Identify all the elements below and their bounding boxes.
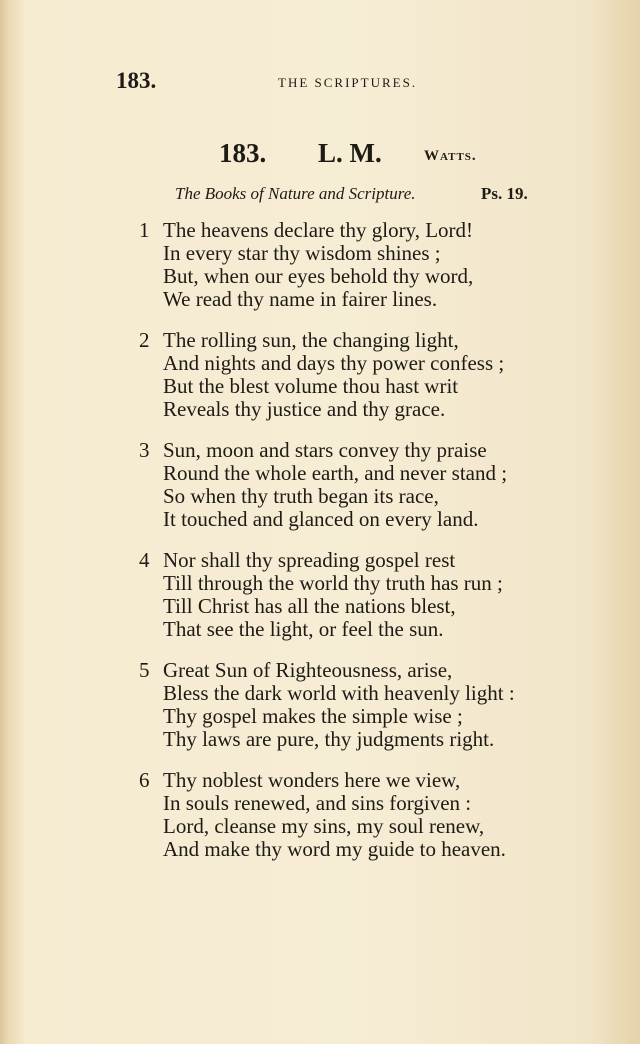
- hymn-subtitle-row: [0, 184, 640, 208]
- stanza-number: 4: [139, 548, 150, 572]
- verse-line: In souls renewed, and sins forgiven :: [163, 791, 472, 815]
- verse-line: But, when our eyes behold thy word,: [163, 264, 474, 288]
- stanza-number: 6: [139, 768, 150, 792]
- verse-line: Thy laws are pure, thy judgments right.: [163, 727, 495, 751]
- verse-line: And nights and days thy power confess ;: [163, 351, 505, 375]
- verse-line: Bless the dark world with heavenly light :: [163, 681, 515, 705]
- stanza-number: 5: [139, 658, 150, 682]
- verse-line: But the blest volume thou hast writ: [163, 374, 459, 398]
- stanza-number: 2: [139, 328, 150, 352]
- verse-line: In every star thy wisdom shines ;: [163, 241, 441, 265]
- hymn-meter: L. M.: [318, 138, 382, 168]
- running-title: THE SCRIPTURES.: [278, 75, 418, 90]
- verse-line: Thy gospel makes the simple wise ;: [163, 704, 463, 728]
- verse-line: Great Sun of Righteousness, arise,: [163, 658, 453, 682]
- verse-line: So when thy truth began its race,: [163, 484, 439, 508]
- running-head: [0, 68, 640, 98]
- page-number: 183.: [116, 68, 157, 93]
- verse-line: Lord, cleanse my sins, my soul renew,: [163, 814, 485, 838]
- hymn-author: Watts.: [424, 148, 477, 164]
- verse-line: We read thy name in fairer lines.: [163, 287, 438, 311]
- verse-line: That see the light, or feel the sun.: [163, 617, 444, 641]
- verse-line: The heavens declare thy glory, Lord!: [163, 218, 474, 242]
- verse-line: Till Christ has all the nations blest,: [163, 594, 456, 618]
- verse-line: And make thy word my guide to heaven.: [163, 837, 506, 861]
- hymn-subtitle: The Books of Nature and Scripture.: [175, 184, 416, 203]
- verse-line: Sun, moon and stars convey thy praise: [163, 438, 487, 462]
- scripture-reference: Ps. 19.: [481, 184, 528, 203]
- verse-line: Nor shall thy spreading gospel rest: [163, 548, 456, 572]
- verse-line: Round the whole earth, and never stand ;: [163, 461, 508, 485]
- stanza-number: 1: [139, 218, 150, 242]
- stanza-number: 3: [139, 438, 150, 462]
- verse-line: Thy noblest wonders here we view,: [163, 768, 461, 792]
- hymn-number: 183.: [219, 138, 267, 168]
- hymn-heading: [0, 138, 640, 172]
- verse-line: Reveals thy justice and thy grace.: [163, 397, 446, 421]
- verse-line: It touched and glanced on every land.: [163, 507, 479, 531]
- verse-line: Till through the world thy truth has run ;: [163, 571, 503, 595]
- verse-line: The rolling sun, the changing light,: [163, 328, 459, 352]
